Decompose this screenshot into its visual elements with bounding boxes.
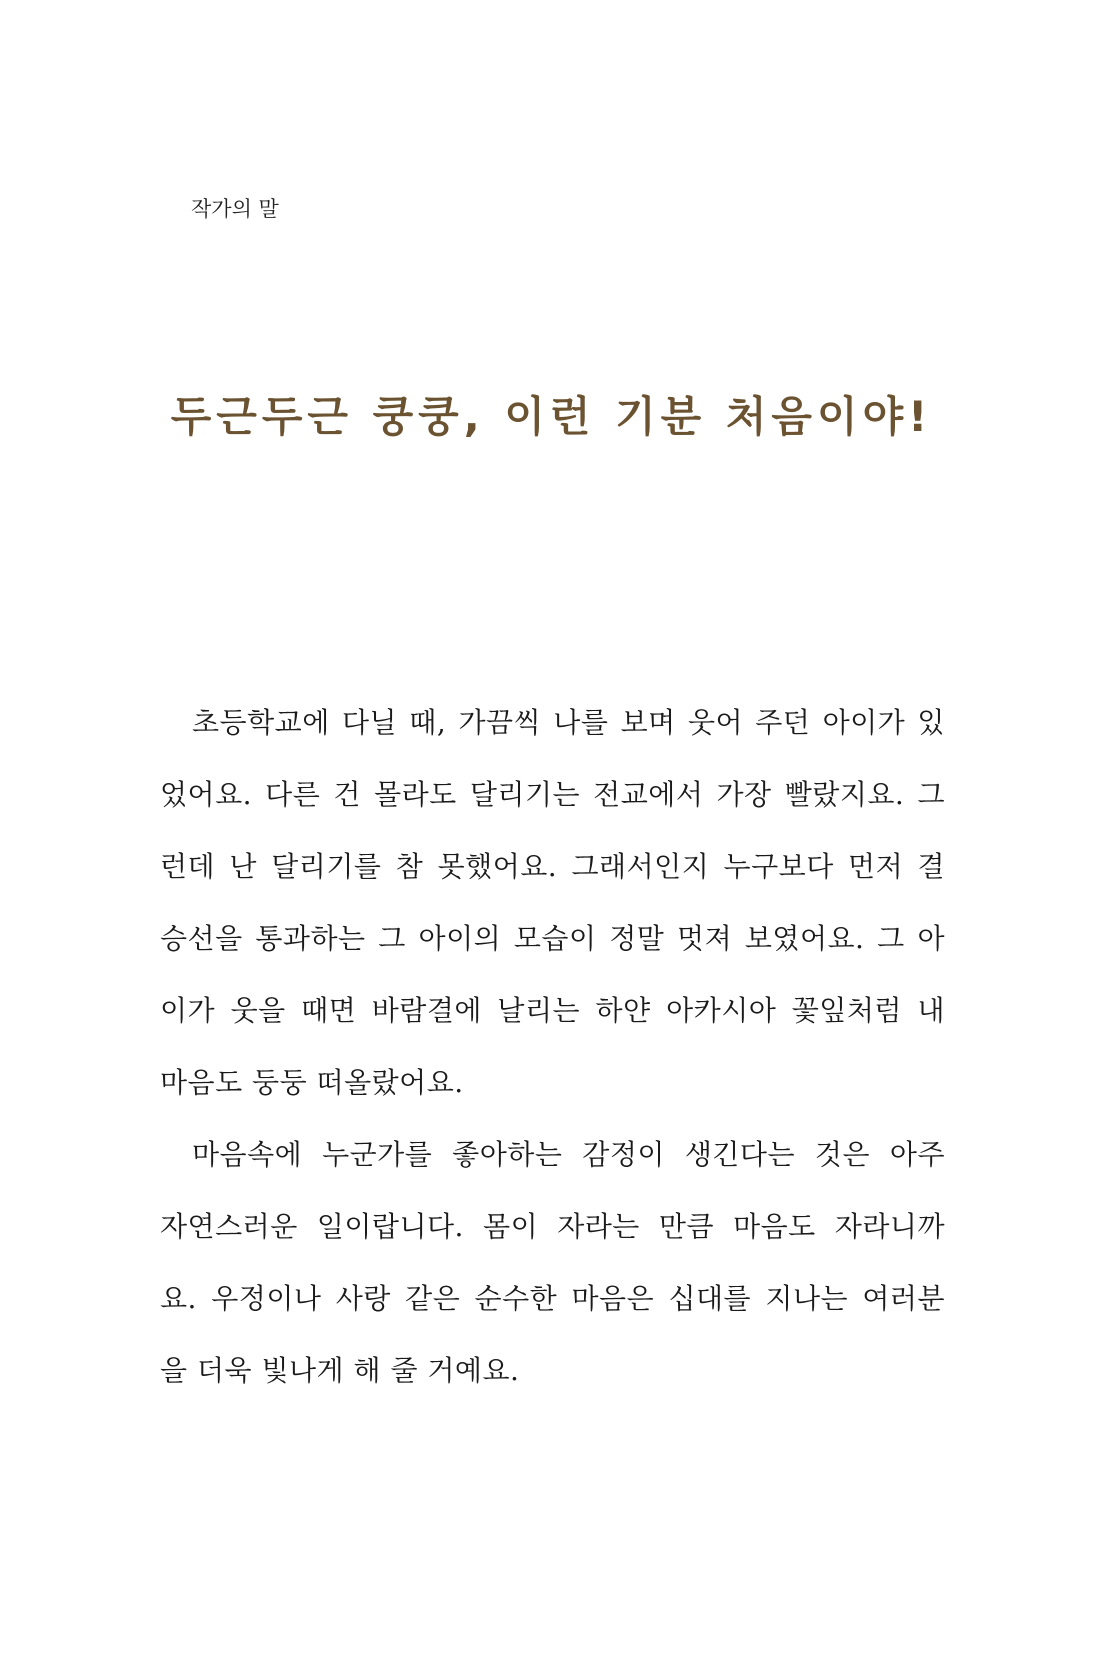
section-label: 작가의 말: [191, 197, 279, 221]
paragraph-2-line-3: 요. 우정이나 사랑 같은 순수한 마음은 십대를 지나는 여러분: [160, 1282, 945, 1315]
paragraph-2-line-4: 을 더욱 빛나게 해 줄 거예요.: [160, 1354, 520, 1387]
paragraph-1-line-3: 런데 난 달리기를 참 못했어요. 그래서인지 누구보다 먼저 결: [160, 850, 945, 883]
paragraph-1-line-4: 승선을 통과하는 그 아이의 모습이 정말 멋져 보였어요. 그 아: [160, 922, 945, 955]
paragraph-1-line-2: 었어요. 다른 건 몰라도 달리기는 전교에서 가장 빨랐지요. 그: [160, 778, 945, 811]
body-text: [160, 687, 945, 1407]
paragraph-1-line-5: 이가 웃을 때면 바람결에 날리는 하얀 아카시아 꽃잎처럼 내: [160, 994, 945, 1027]
paragraph-2-line-1: 마음속에 누군가를 좋아하는 감정이 생긴다는 것은 아주: [192, 1138, 945, 1171]
paragraph-2-line-2: 자연스러운 일이랍니다. 몸이 자라는 만큼 마음도 자라니까: [160, 1210, 945, 1243]
paragraph-1-line-1: 초등학교에 다닐 때, 가끔씩 나를 보며 웃어 주던 아이가 있: [192, 706, 945, 739]
paragraph-1-line-6: 마음도 둥둥 떠올랐어요.: [160, 1066, 464, 1099]
chapter-title: 두근두근 쿵쿵, 이런 기분 처음이야!: [170, 392, 933, 441]
